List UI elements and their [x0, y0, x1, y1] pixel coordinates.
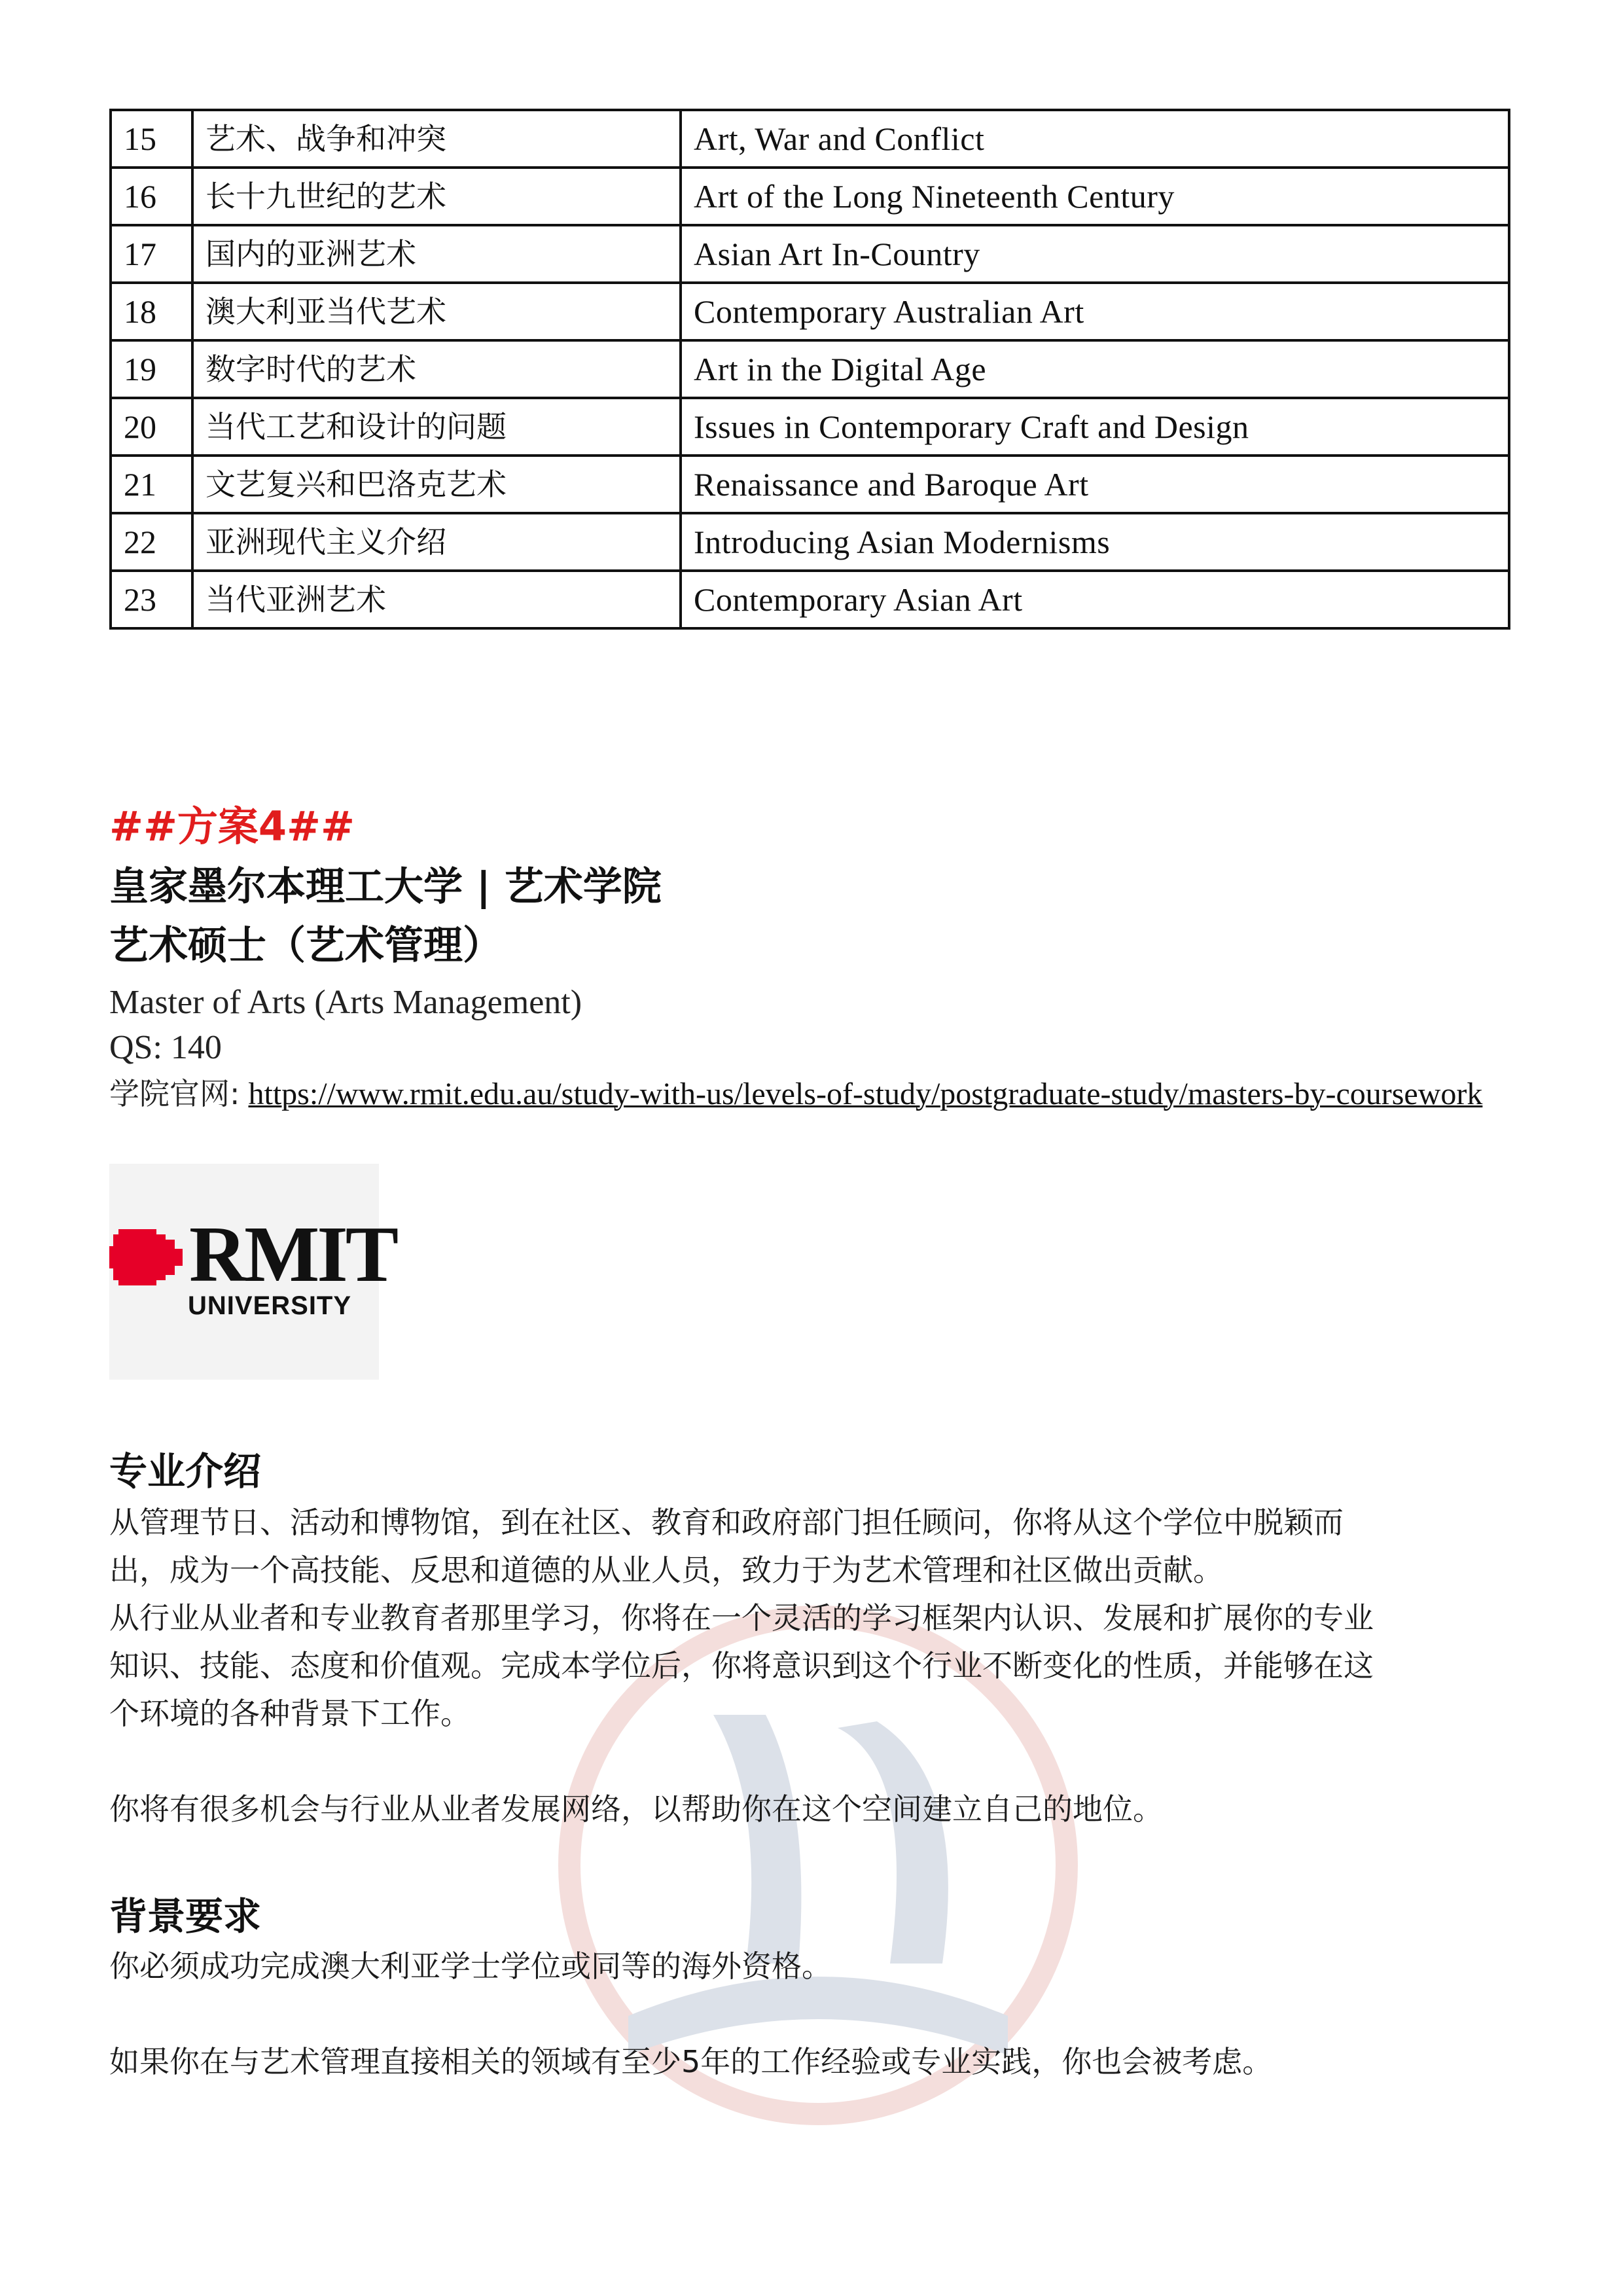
website-link[interactable]: https://www.rmit.edu.au/study-with-us/levels-of-study/postgraduate-study/masters-by-coursework	[248, 1077, 1483, 1111]
course-name-zh: 国内的亚洲艺术	[192, 225, 681, 283]
course-name-en: Contemporary Australian Art	[681, 283, 1509, 340]
table-row	[111, 340, 1509, 398]
rmit-pixel-mark-icon	[109, 1229, 190, 1285]
course-number: 18	[111, 283, 192, 340]
qs-ranking: QS: 140	[109, 1029, 222, 1066]
course-name-en: Introducing Asian Modernisms	[681, 513, 1509, 571]
website-line	[109, 1071, 1482, 1117]
course-number: 19	[111, 340, 192, 398]
course-name-zh: 数字时代的艺术	[192, 340, 681, 398]
intro-line: 从行业从业者和专业教育者那里学习，你将在一个灵活的学习框架内认识、发展和扩展你的专业	[109, 1600, 1374, 1636]
table-row	[111, 398, 1509, 456]
website-label: 学院官网:	[109, 1076, 240, 1111]
table-row	[111, 225, 1509, 283]
intro-body	[109, 1499, 1516, 1833]
course-number: 15	[111, 110, 192, 168]
course-table	[109, 109, 1510, 630]
course-name-en: Issues in Contemporary Craft and Design	[681, 398, 1509, 456]
course-number: 16	[111, 168, 192, 225]
background-line: 你必须成功完成澳大利亚学士学位或同等的海外资格。	[109, 1948, 832, 1984]
table-row	[111, 283, 1509, 340]
course-name-zh: 长十九世纪的艺术	[192, 168, 681, 225]
plan-tag: ##方案4##	[109, 802, 355, 850]
table-row	[111, 571, 1509, 628]
intro-section-title: 专业介绍	[109, 1449, 262, 1494]
course-name-zh: 当代工艺和设计的问题	[192, 398, 681, 456]
degree-heading: 艺术硕士（艺术管理）	[109, 923, 502, 969]
university-heading: 皇家墨尔本理工大学 | 艺术学院	[109, 864, 662, 910]
intro-line: 个环境的各种背景下工作。	[109, 1696, 471, 1731]
rmit-logo	[109, 1164, 397, 1380]
program-name-en: Master of Arts (Arts Management)	[109, 984, 582, 1021]
course-name-zh: 艺术、战争和冲突	[192, 110, 681, 168]
course-name-en: Contemporary Asian Art	[681, 571, 1509, 628]
course-name-en: Renaissance and Baroque Art	[681, 456, 1509, 513]
table-row	[111, 110, 1509, 168]
course-number: 20	[111, 398, 192, 456]
course-number: 22	[111, 513, 192, 571]
intro-line: 知识、技能、态度和价值观。完成本学位后，你将意识到这个行业不断变化的性质，并能够在这	[109, 1648, 1374, 1683]
background-line: 如果你在与艺术管理直接相关的领域有至少5年的工作经验或专业实践，你也会被考虑。	[109, 2044, 1273, 2079]
background-body	[109, 1943, 1516, 2086]
background-section-title: 背景要求	[109, 1894, 262, 1939]
course-number: 23	[111, 571, 192, 628]
table-row	[111, 456, 1509, 513]
logo-wordmark: RMIT	[189, 1210, 397, 1299]
course-name-en: Asian Art In-Country	[681, 225, 1509, 283]
table-row	[111, 168, 1509, 225]
course-name-en: Art of the Long Nineteenth Century	[681, 168, 1509, 225]
intro-line: 你将有很多机会与行业从业者发展网络，以帮助你在这个空间建立自己的地位。	[109, 1791, 1163, 1827]
course-name-zh: 当代亚洲艺术	[192, 571, 681, 628]
table-row	[111, 513, 1509, 571]
course-name-en: Art, War and Conflict	[681, 110, 1509, 168]
course-name-zh: 亚洲现代主义介绍	[192, 513, 681, 571]
course-name-zh: 文艺复兴和巴洛克艺术	[192, 456, 681, 513]
intro-line: 出，成为一个高技能、反思和道德的从业人员，致力于为艺术管理和社区做出贡献。	[109, 1552, 1223, 1588]
course-number: 17	[111, 225, 192, 283]
course-number: 21	[111, 456, 192, 513]
logo-subtitle: UNIVERSITY	[188, 1291, 352, 1320]
course-name-en: Art in the Digital Age	[681, 340, 1509, 398]
course-name-zh: 澳大利亚当代艺术	[192, 283, 681, 340]
intro-line: 从管理节日、活动和博物馆，到在社区、教育和政府部门担任顾问，你将从这个学位中脱颖而	[109, 1505, 1344, 1540]
